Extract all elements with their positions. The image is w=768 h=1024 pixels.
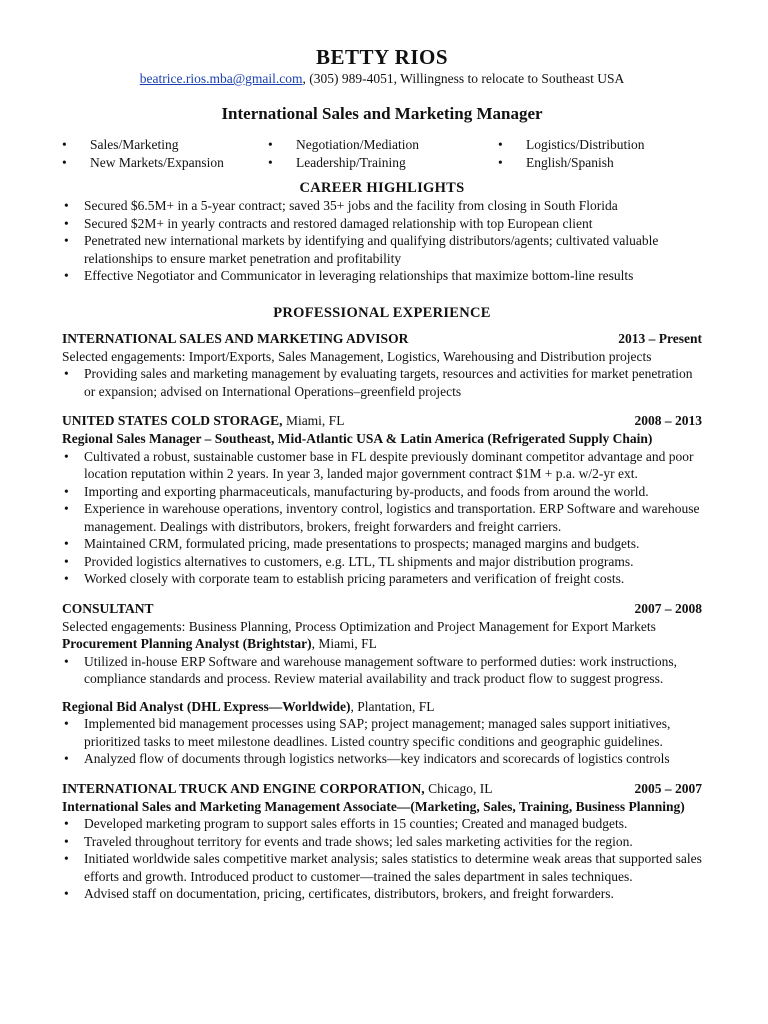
job-dates: 2007 – 2008	[634, 600, 702, 616]
job-bullet: • Worked closely with corporate team to establish pricing parameters and verification of freight costs.	[62, 570, 702, 588]
job-advisor	[62, 330, 702, 401]
job-bullet: • Utilized in-house ERP Software and warehouse management software to performed duties: work instructions, compliance standards and process. Review material availability and track product flow to suggest progress.	[62, 653, 702, 688]
job-dates: 2013 – Present	[618, 330, 702, 346]
job-dates: 2008 – 2013	[634, 413, 702, 428]
contact-details: , (305) 989-4051, Willingness to relocate to Southeast USA	[302, 71, 625, 86]
job-bullet: • Analyzed flow of documents through logistics networks—key indicators and scorecards of logistics controls	[62, 750, 702, 768]
job-bullet: • Provided logistics alternatives to customers, e.g. LTL, TL shipments and major distribution programs.	[62, 553, 702, 571]
job-role: Regional Sales Manager – Southeast, Mid-Atlantic USA & Latin America (Refrigerated Supply Chain)	[62, 431, 653, 446]
role-title: Procurement Planning Analyst (Brightstar)	[62, 636, 312, 651]
job-dates: 2005 – 2007	[634, 780, 702, 796]
candidate-name: BETTY RIOS	[315, 45, 448, 69]
job-bullets	[62, 815, 702, 903]
job-bullet: • Maintained CRM, formulated pricing, made presentations to prospects; managed margins and budgets.	[62, 535, 702, 553]
job-engagements: Selected engagements: Import/Exports, Sales Management, Logistics, Warehousing and Distribution projects	[62, 348, 652, 364]
highlight-item: • Secured $2M+ in yearly contracts and restored damaged relationship with top European client	[62, 215, 702, 233]
job-bullets	[62, 653, 702, 688]
job-header	[62, 780, 702, 798]
skill-item: • New Markets/Expansion	[62, 154, 268, 172]
resume-title: International Sales and Marketing Manager	[221, 104, 543, 123]
highlight-item: • Effective Negotiator and Communicator in leveraging relationships that maximize bottom-line results	[62, 267, 702, 285]
job-bullet: • Developed marketing program to support sales efforts in 15 counties; Created and managed budgets.	[62, 815, 702, 833]
contact-line	[62, 70, 702, 87]
job-bullets	[62, 448, 702, 588]
skills-column-2	[268, 136, 498, 171]
company-name: UNITED STATES COLD STORAGE,	[62, 413, 283, 428]
job-bullets	[62, 365, 702, 400]
skill-item: • Logistics/Distribution	[498, 136, 698, 154]
career-highlights-list	[62, 197, 702, 285]
job-header	[62, 412, 702, 430]
role-location: , Plantation, FL	[350, 698, 435, 714]
job-bullet: • Initiated worldwide sales competitive market analysis; sales statistics to determine weak areas that supported sales efforts and growth. Introduced product to customer—trained the sales department in sales techniques.	[62, 850, 702, 885]
job-bullets	[62, 715, 702, 768]
skills-column-1	[62, 136, 268, 171]
job-us-cold-storage	[62, 412, 702, 588]
job-title: CONSULTANT	[62, 600, 154, 616]
job-bullet: • Advised staff on documentation, pricing, certificates, distributors, brokers, and freight forwarders.	[62, 885, 702, 903]
company-name: INTERNATIONAL TRUCK AND ENGINE CORPORATION,	[62, 780, 425, 796]
skill-item: • Leadership/Training	[268, 154, 498, 172]
job-header	[62, 330, 702, 348]
job-role: International Sales and Marketing Management Associate—(Marketing, Sales, Training, Business Planning)	[62, 798, 685, 814]
company-location: Chicago, IL	[424, 780, 493, 796]
job-title: INTERNATIONAL SALES AND MARKETING ADVISOR	[62, 330, 409, 346]
job-engagements: Selected engagements: Business Planning, Process Optimization and Project Management for Export Markets	[62, 618, 656, 634]
job-bullet: • Cultivated a robust, sustainable customer base in FL despite previously dominant competitor advantage and poor location reputation within 2 years. In year 3, landed major government contract $1M + p.a. w/2-yr ext.	[62, 448, 702, 483]
job-bullet: • Importing and exporting pharmaceuticals, manufacturing by-products, and foods from around the world.	[62, 483, 702, 501]
skill-item: • Sales/Marketing	[62, 136, 268, 154]
skills-list	[62, 136, 702, 171]
career-highlights-heading: CAREER HIGHLIGHTS	[299, 180, 465, 196]
email-link[interactable]: beatrice.rios.mba@gmail.com	[139, 71, 303, 86]
skills-column-3	[498, 136, 698, 171]
role-location: , Miami, FL	[311, 636, 377, 651]
job-role	[62, 635, 702, 653]
job-bullet: • Traveled throughout territory for events and trade shows; led sales marketing activities for the region.	[62, 833, 702, 851]
professional-experience-heading: PROFESSIONAL EXPERIENCE	[273, 304, 491, 321]
job-consultant	[62, 600, 702, 768]
job-bullet: • Experience in warehouse operations, inventory control, logistics and transportation. ERP Software and warehouse management. Dealings with distributors, brokers, freight forwarders and freight carriers.	[62, 500, 702, 535]
job-bullet: • Providing sales and marketing management by evaluating targets, resources and activities for market penetration or expansion; advised on International Operations–greenfield projects	[62, 365, 702, 400]
highlight-item: • Penetrated new international markets by identifying and qualifying distributors/agents; cultivated valuable relationships to ensure market penetration and profitability	[62, 232, 702, 267]
skill-item: • Negotiation/Mediation	[268, 136, 498, 154]
job-bullet: • Implemented bid management processes using SAP; project management; managed sales support initiatives, prioritized tasks to meet milestone deadlines. Listed country specific conditions and geographic guidelines.	[62, 715, 702, 750]
job-header	[62, 600, 702, 618]
company-location: Miami, FL	[282, 413, 345, 428]
job-international-truck	[62, 780, 702, 903]
highlight-item: • Secured $6.5M+ in a 5-year contract; saved 35+ jobs and the facility from closing in South Florida	[62, 197, 702, 215]
role-title: Regional Bid Analyst (DHL Express—Worldwide)	[62, 698, 351, 714]
skill-item: • English/Spanish	[498, 154, 698, 172]
job-role	[62, 698, 702, 716]
